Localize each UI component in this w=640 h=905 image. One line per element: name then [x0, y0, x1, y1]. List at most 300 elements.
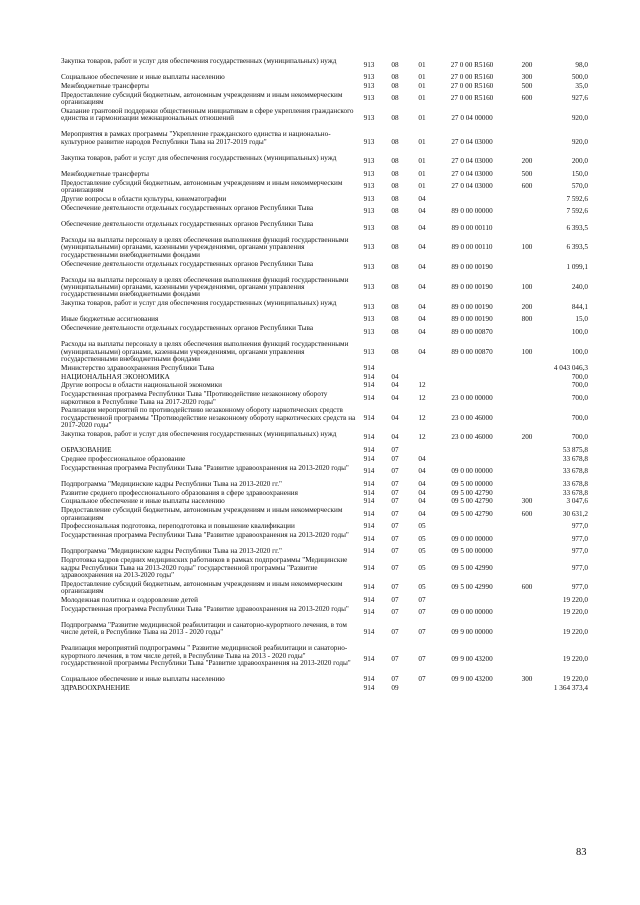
amount: 19 220,0	[562, 608, 588, 617]
row-name: Иные бюджетные ассигнования	[61, 315, 159, 324]
row-name: Министерство здравоохранения Республики Тыва	[61, 363, 215, 372]
expense-type-code	[513, 481, 541, 488]
ministry-code: 913	[363, 81, 375, 90]
ministry-code: 914	[363, 381, 375, 390]
row-name: Закупка товаров, работ и услуг для обеспечения государственных (муниципальных) нужд	[61, 429, 337, 438]
target-article-code: 09 5 00 42990	[451, 583, 493, 592]
amount: 920,0	[571, 137, 588, 146]
table-row	[0, 374, 640, 381]
amount: 700,0	[571, 433, 588, 442]
table-row	[0, 532, 640, 547]
row-name: Развитие среднего профессионального образования в сфере здравоохранения	[61, 488, 298, 497]
target-article-code: 27 0 04 03000	[451, 169, 493, 178]
table-row	[0, 108, 640, 130]
section-code: 08	[391, 73, 399, 82]
row-name: Подпрограмма "Медицинские кадры Республики Тыва на 2013-2020 гг."	[61, 479, 282, 488]
section-code: 07	[391, 454, 399, 463]
table-row	[0, 58, 640, 73]
row-name: Обеспечение деятельности отдельных государственных органов Республики Тыва	[61, 219, 314, 228]
row-name: Предоставление субсидий бюджетным, автономным учреждениям и иным некоммерческим организациям	[61, 506, 343, 522]
target-article-code: 89 0 00 00000	[451, 207, 493, 216]
amount: 240,0	[571, 282, 588, 291]
row-name: Подготовка кадров средних медицинских работников в рамках подпрограммы "Медицинские кадры Республики Тыва на 2013-2020 годы" государственной программы "Развитие здравоохранения на 2013-2020 годы"	[61, 556, 348, 579]
section-code: 07	[391, 563, 399, 572]
ministry-code: 913	[363, 263, 375, 272]
target-article-code	[437, 382, 507, 389]
section-code: 08	[391, 194, 399, 203]
table-row	[0, 622, 640, 644]
subsection-code	[412, 365, 432, 372]
row-name: Межбюджетные трансферты	[61, 169, 149, 178]
section-code: 08	[391, 182, 399, 191]
expense-type-code: 300	[521, 73, 533, 82]
target-article-code: 09 5 00 00000	[451, 479, 493, 488]
subsection-code: 01	[418, 182, 426, 191]
table-row	[0, 74, 640, 81]
row-name: Подпрограмма "Медицинские кадры Республики Тыва на 2013-2020 гг."	[61, 547, 282, 556]
amount: 30 631,2	[562, 509, 588, 518]
subsection-code: 01	[418, 114, 426, 123]
ministry-code: 913	[363, 182, 375, 191]
expense-type-code	[513, 365, 541, 372]
amount: 15,0	[575, 315, 588, 324]
target-article-code	[437, 456, 507, 463]
expense-type-code	[513, 645, 541, 674]
expense-type-code: 200	[521, 302, 533, 311]
section-code: 08	[391, 302, 399, 311]
subsection-code: 04	[418, 263, 426, 272]
ministry-code: 914	[363, 363, 375, 372]
table-row	[0, 237, 640, 259]
table-row	[0, 557, 640, 579]
section-code: 08	[391, 243, 399, 252]
expense-type-code: 100	[521, 282, 533, 291]
row-name: ОБРАЗОВАНИЕ	[61, 445, 112, 454]
subsection-code: 01	[418, 94, 426, 103]
target-article-code	[437, 374, 507, 381]
expense-type-code	[513, 456, 541, 463]
target-article-code: 27 0 04 03000	[451, 157, 493, 166]
ministry-code: 913	[363, 137, 375, 146]
subsection-code: 07	[418, 595, 426, 604]
ministry-code: 914	[363, 534, 375, 543]
target-article-code: 09 9 00 43200	[451, 655, 493, 664]
subsection-code: 04	[418, 497, 426, 506]
expense-type-code	[513, 622, 541, 644]
section-code: 07	[391, 628, 399, 637]
target-article-code: 23 0 00 46000	[451, 413, 493, 422]
expense-type-code: 300	[521, 497, 533, 506]
amount: 977,0	[571, 563, 588, 572]
subsection-code: 05	[418, 534, 426, 543]
ministry-code: 913	[363, 223, 375, 232]
expense-type-code	[513, 205, 541, 220]
amount: 150,0	[571, 169, 588, 178]
subsection-code: 04	[418, 488, 426, 497]
target-article-code	[437, 523, 507, 530]
section-code: 08	[391, 81, 399, 90]
ministry-code: 914	[363, 433, 375, 442]
target-article-code	[437, 685, 507, 692]
target-article-code: 27 0 00 R5160	[450, 94, 494, 103]
target-article-code: 89 0 00 00190	[451, 263, 493, 272]
target-article-code: 89 0 00 00190	[451, 282, 493, 291]
row-name: Подпрограмма "Развитие медицинской реабилитации и санаторно-курортного лечения, в том числе детей, в Республике Тыва на 2013 - 2020 годы"	[61, 620, 347, 637]
target-article-code: 09 5 00 42790	[451, 488, 493, 497]
amount: 7 592,6	[566, 194, 588, 203]
target-article-code: 89 0 00 00110	[451, 223, 493, 232]
target-article-code: 09 5 00 42790	[451, 497, 493, 506]
amount: 19 220,0	[562, 655, 588, 664]
subsection-code: 04	[418, 302, 426, 311]
subsection-code: 12	[418, 381, 426, 390]
amount: 927,6	[571, 94, 588, 103]
ministry-code: 913	[363, 327, 375, 336]
row-name: Мероприятия в рамках программы "Укрепление гражданского единства и национально-культурное развитие народов Республики Тыва на 2017-2019 годы"	[61, 130, 331, 146]
expense-type-code	[513, 382, 541, 389]
amount: 33 678,8	[562, 488, 588, 497]
table-row	[0, 205, 640, 220]
subsection-code: 07	[418, 628, 426, 637]
ministry-code: 914	[363, 547, 375, 556]
section-code: 07	[391, 547, 399, 556]
target-article-code: 09 9 00 00000	[451, 628, 493, 637]
amount: 33 678,8	[562, 479, 588, 488]
ministry-code: 914	[363, 497, 375, 506]
row-name: Реализация мероприятий подпрограммы " Развитие медицинской реабилитации и санаторно-курортного лечения, в том числе детей, в Республике Тыва на 2013 - 2020 годы" государственной программы Республики Тыва "Развитие здравоохранения на 2013-2020 годы"	[61, 644, 351, 667]
target-article-code	[437, 447, 507, 454]
expense-type-code: 800	[521, 315, 533, 324]
row-name: Закупка товаров, работ и услуг для обеспечения государственных (муниципальных) нужд	[61, 153, 337, 162]
amount: 1 364 373,4	[553, 683, 588, 692]
row-name: Предоставление субсидий бюджетным, автономным учреждениям и иным некоммерческим организациям	[61, 178, 343, 195]
ministry-code: 913	[363, 243, 375, 252]
target-article-code: 09 0 00 00000	[451, 608, 493, 617]
subsection-code: 04	[418, 509, 426, 518]
subsection-code: 05	[418, 563, 426, 572]
subsection-code: 05	[418, 547, 426, 556]
amount: 570,0	[571, 182, 588, 191]
table-row	[0, 581, 640, 596]
table-row	[0, 498, 640, 505]
table-row	[0, 456, 640, 463]
table-row	[0, 83, 640, 90]
amount: 500,0	[571, 73, 588, 82]
ministry-code: 913	[363, 315, 375, 324]
ministry-code: 913	[363, 282, 375, 291]
ministry-code: 914	[363, 674, 375, 683]
row-name: Обеспечение деятельности отдельных государственных органов Республики Тыва	[61, 324, 314, 333]
ministry-code: 914	[363, 655, 375, 664]
target-article-code: 23 0 00 00000	[451, 393, 493, 402]
expense-type-code	[513, 465, 541, 480]
expense-type-code	[513, 374, 541, 381]
table-row	[0, 180, 640, 195]
subsection-code: 01	[418, 137, 426, 146]
row-name: Расходы на выплаты персоналу в целях обеспечения выполнения функций государственными (муниципальными) органами, казенными учреждениями, органами управления государственными внебюджетными фондами	[61, 340, 349, 363]
ministry-code: 913	[363, 60, 375, 69]
page-number: 83	[576, 847, 587, 858]
ministry-code: 914	[363, 393, 375, 402]
table-row	[0, 685, 640, 692]
table-row	[0, 325, 640, 340]
expense-type-code: 500	[521, 169, 533, 178]
amount: 7 592,6	[566, 207, 588, 216]
subsection-code: 04	[418, 347, 426, 356]
table-row	[0, 316, 640, 323]
row-name: Закупка товаров, работ и услуг для обеспечения государственных (муниципальных) нужд	[61, 299, 337, 308]
ministry-code: 913	[363, 169, 375, 178]
section-code: 08	[391, 282, 399, 291]
target-article-code: 89 0 00 00190	[451, 302, 493, 311]
expense-type-code	[513, 548, 541, 555]
section-code: 07	[391, 488, 399, 497]
target-article-code: 09 0 00 00000	[451, 534, 493, 543]
row-name: Оказание грантовой поддержки общественным инициативам в сфере укрепления гражданского единства и гармонизации межнациональных отношений	[61, 106, 354, 123]
amount: 6 393,5	[566, 223, 588, 232]
amount: 977,0	[571, 583, 588, 592]
row-name: Государственная программа Республики Тыва "Противодействие незаконному обороту наркотиков в Республике Тыва на 2017-2020 годы"	[61, 390, 328, 406]
expense-type-code: 200	[521, 433, 533, 442]
expense-type-code	[513, 606, 541, 621]
target-article-code: 27 0 00 R5160	[450, 60, 494, 69]
ministry-code: 913	[363, 73, 375, 82]
ministry-code: 914	[363, 454, 375, 463]
table-row	[0, 92, 640, 107]
section-code: 07	[391, 467, 399, 476]
expense-type-code	[513, 685, 541, 692]
ministry-code: 913	[363, 207, 375, 216]
section-code: 08	[391, 327, 399, 336]
table-row	[0, 391, 640, 406]
ministry-code: 914	[363, 608, 375, 617]
target-article-code: 89 0 00 00870	[451, 347, 493, 356]
ministry-code: 914	[363, 583, 375, 592]
amount: 920,0	[571, 114, 588, 123]
section-code: 07	[391, 595, 399, 604]
expense-type-code	[513, 557, 541, 579]
expense-type-code: 100	[521, 347, 533, 356]
subsection-code: 05	[418, 522, 426, 531]
ministry-code: 913	[363, 94, 375, 103]
row-name: Социальное обеспечение и иные выплаты населению	[61, 497, 225, 506]
row-name: Государственная программа Республики Тыва "Развитие здравоохранения на 2013-2020 годы"	[61, 604, 349, 613]
ministry-code: 914	[363, 488, 375, 497]
expense-type-code: 600	[521, 583, 533, 592]
row-name: Другие вопросы в области культуры, кинематографии	[61, 194, 227, 203]
subsection-code: 01	[418, 157, 426, 166]
target-article-code: 09 5 00 00000	[451, 547, 493, 556]
ministry-code: 914	[363, 509, 375, 518]
expense-type-code	[513, 261, 541, 276]
subsection-code: 04	[418, 479, 426, 488]
ministry-code: 914	[363, 445, 375, 454]
subsection-code: 04	[418, 282, 426, 291]
table-row	[0, 261, 640, 276]
row-name: Государственная программа Республики Тыва "Развитие здравоохранения на 2013-2020 годы"	[61, 531, 349, 540]
amount: 977,0	[571, 522, 588, 531]
expense-type-code	[513, 196, 541, 203]
target-article-code: 09 9 00 43200	[451, 674, 493, 683]
table-row	[0, 155, 640, 170]
target-article-code: 09 5 00 42790	[451, 509, 493, 518]
table-row	[0, 447, 640, 454]
section-code: 04	[391, 433, 399, 442]
subsection-code: 07	[418, 608, 426, 617]
subsection-code: 04	[418, 454, 426, 463]
expense-type-code: 200	[521, 157, 533, 166]
ministry-code: 914	[363, 467, 375, 476]
subsection-code: 04	[418, 467, 426, 476]
amount: 3 047,6	[566, 497, 588, 506]
amount: 200,0	[571, 157, 588, 166]
expense-type-code: 600	[521, 94, 533, 103]
section-code: 08	[391, 207, 399, 216]
expense-type-code	[513, 490, 541, 497]
row-name: НАЦИОНАЛЬНАЯ ЭКОНОМИКА	[61, 372, 170, 381]
amount: 977,0	[571, 534, 588, 543]
section-code: 07	[391, 445, 399, 454]
expense-type-code: 100	[521, 243, 533, 252]
expense-type-code	[513, 597, 541, 604]
ministry-code: 914	[363, 413, 375, 422]
amount: 53 875,8	[562, 445, 588, 454]
subsection-code: 01	[418, 60, 426, 69]
target-article-code	[437, 365, 507, 372]
ministry-code: 914	[363, 595, 375, 604]
section-code: 09	[391, 683, 399, 692]
expense-type-code: 300	[521, 674, 533, 683]
table-row	[0, 490, 640, 497]
expense-type-code	[513, 523, 541, 530]
section-code: 04	[391, 372, 399, 381]
section-code: 04	[391, 381, 399, 390]
section-code: 07	[391, 674, 399, 683]
table-row	[0, 645, 640, 674]
section-code: 08	[391, 94, 399, 103]
section-code: 08	[391, 137, 399, 146]
row-name: Обеспечение деятельности отдельных государственных органов Республики Тыва	[61, 203, 314, 212]
budget-table	[0, 58, 640, 694]
target-article-code: 27 0 04 00000	[451, 114, 493, 123]
expense-type-code: 200	[521, 60, 533, 69]
target-article-code: 23 0 00 46000	[451, 433, 493, 442]
ministry-code: 913	[363, 302, 375, 311]
subsection-code	[412, 685, 432, 692]
row-name: Обеспечение деятельности отдельных государственных органов Республики Тыва	[61, 259, 314, 268]
section-code: 07	[391, 583, 399, 592]
expense-type-code	[513, 131, 541, 153]
amount: 4 043 046,3	[553, 363, 588, 372]
subsection-code: 05	[418, 583, 426, 592]
target-article-code: 27 0 00 R5160	[450, 81, 494, 90]
table-row	[0, 465, 640, 480]
subsection-code	[412, 374, 432, 381]
table-row	[0, 131, 640, 153]
amount: 700,0	[571, 381, 588, 390]
amount: 33 678,8	[562, 467, 588, 476]
section-code: 07	[391, 479, 399, 488]
section-code: 08	[391, 157, 399, 166]
table-row	[0, 407, 640, 429]
ministry-code: 914	[363, 628, 375, 637]
section-code: 07	[391, 534, 399, 543]
expense-type-code	[513, 221, 541, 236]
subsection-code: 12	[418, 433, 426, 442]
table-row	[0, 300, 640, 315]
target-article-code: 89 0 00 00870	[451, 327, 493, 336]
subsection-code	[412, 447, 432, 454]
amount: 100,0	[571, 327, 588, 336]
amount: 977,0	[571, 547, 588, 556]
table-row	[0, 341, 640, 363]
ministry-code: 914	[363, 563, 375, 572]
section-code: 07	[391, 522, 399, 531]
table-row	[0, 507, 640, 522]
section-code: 07	[391, 509, 399, 518]
row-name: Профессиональная подготовка, переподготовка и повышение квалификации	[61, 522, 295, 531]
table-row	[0, 171, 640, 178]
row-name: Социальное обеспечение и иные выплаты населению	[61, 674, 225, 683]
target-article-code	[437, 597, 507, 604]
expense-type-code: 500	[521, 81, 533, 90]
subsection-code: 04	[418, 315, 426, 324]
ministry-code: 914	[363, 683, 375, 692]
subsection-code: 01	[418, 81, 426, 90]
amount: 98,0	[575, 60, 588, 69]
target-article-code: 09 0 00 00000	[451, 467, 493, 476]
section-code: 08	[391, 347, 399, 356]
expense-type-code: 600	[521, 182, 533, 191]
amount: 700,0	[571, 372, 588, 381]
expense-type-code	[513, 325, 541, 340]
ministry-code: 914	[363, 522, 375, 531]
expense-type-code	[513, 108, 541, 130]
table-row	[0, 221, 640, 236]
amount: 6 393,5	[566, 243, 588, 252]
amount: 100,0	[571, 347, 588, 356]
table-row	[0, 676, 640, 683]
table-row	[0, 277, 640, 299]
subsection-code: 04	[418, 223, 426, 232]
table-row	[0, 382, 640, 389]
amount: 33 678,8	[562, 454, 588, 463]
section-code: 07	[391, 655, 399, 664]
row-name: Предоставление субсидий бюджетным, автономным учреждениям и иным некоммерческим организациям	[61, 579, 343, 595]
amount: 19 220,0	[562, 595, 588, 604]
expense-type-code	[513, 407, 541, 429]
section-code	[385, 365, 405, 372]
row-name: Другие вопросы в области национальной экономики	[61, 381, 222, 390]
amount: 700,0	[571, 413, 588, 422]
section-code: 08	[391, 315, 399, 324]
ministry-code: 913	[363, 194, 375, 203]
subsection-code: 12	[418, 413, 426, 422]
table-row	[0, 196, 640, 203]
ministry-code: 913	[363, 157, 375, 166]
row-name: Расходы на выплаты персоналу в целях обеспечения выполнения функций государственными (муниципальными) органами, казенными учреждениями, органами управления государственными внебюджетными фондами	[61, 275, 349, 299]
row-name: Расходы на выплаты персоналу в целях обеспечения выполнения функций государственными (муниципальными) органами, казенными учреждениями, органами управления государственными внебюджетными фондами	[61, 236, 349, 259]
subsection-code: 04	[418, 243, 426, 252]
table-row	[0, 548, 640, 555]
target-article-code	[437, 196, 507, 203]
target-article-code: 27 0 04 03000	[451, 182, 493, 191]
amount: 19 220,0	[562, 628, 588, 637]
amount: 844,1	[571, 302, 588, 311]
section-code: 08	[391, 263, 399, 272]
table-row	[0, 431, 640, 446]
section-code: 04	[391, 393, 399, 402]
